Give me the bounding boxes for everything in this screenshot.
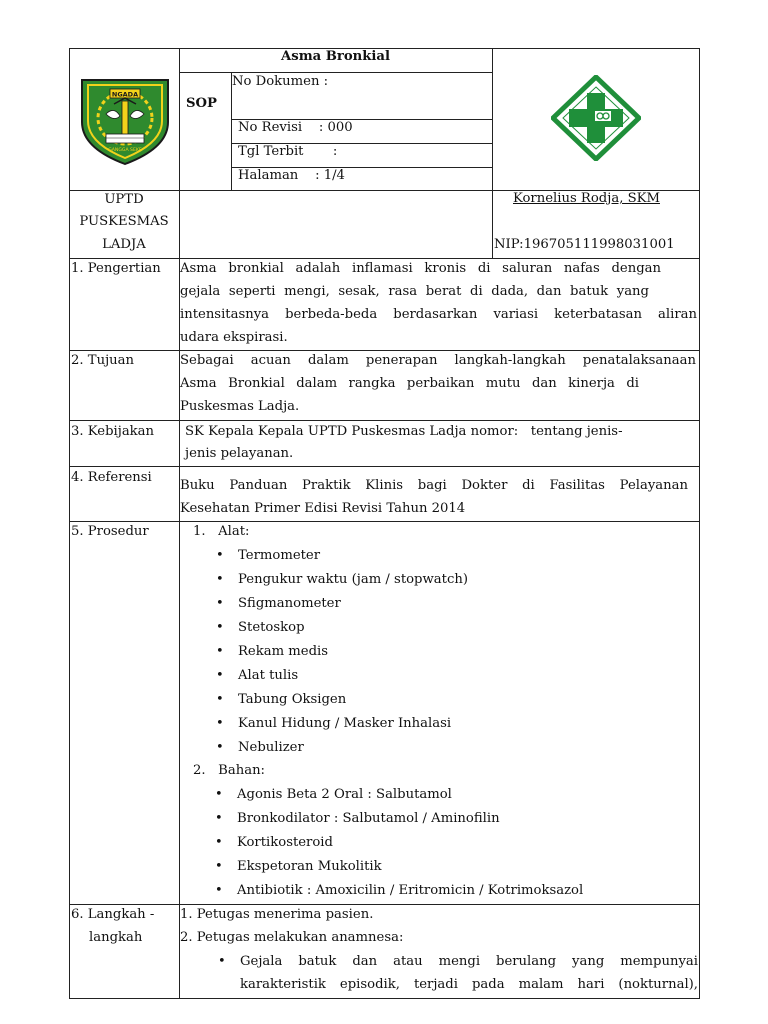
kebijakan-line: jenis pelayanan. [185, 446, 294, 461]
crest-banner-text: NGADA [111, 90, 139, 99]
signer-nip: NIP:196705111998031001 [494, 237, 675, 252]
bahan-item: • Bronkodilator : Salbutamol / Aminofilin [237, 807, 500, 831]
tujuan-line: Sebagai acuan dalam penerapan langkah-langkah penatalaksanaan [180, 353, 696, 368]
langkah-label-line2: langkah [89, 930, 143, 945]
bahan-item: • Ekspetoran Mukolitik [237, 855, 382, 879]
pengertian-line: Asma bronkial adalah inflamasi kronis di saluran nafas dengan [180, 261, 661, 276]
border-right [699, 48, 700, 999]
row-kebijakan-bottom-rule [69, 466, 700, 467]
alat-item: • Nebulizer [238, 736, 304, 760]
langkah-step: 2. Petugas melakukan anamnesa: [180, 930, 404, 945]
referensi-line: Kesehatan Primer Edisi Revisi Tahun 2014 [180, 501, 466, 516]
referensi-label: 4. Referensi [71, 470, 152, 485]
pengertian-label: 1. Pengertian [71, 261, 161, 276]
kebijakan-label: 3. Kebijakan [71, 424, 155, 439]
regency-crest-logo [76, 76, 174, 166]
unit-name-line3: LADJA [102, 237, 146, 252]
prosedur-label: 5. Prosedur [71, 524, 149, 539]
bahan-heading: 2. Bahan: [193, 763, 266, 778]
alat-item: • Kanul Hidung / Masker Inhalasi [238, 712, 451, 736]
bahan-item: • Kortikosteroid [237, 831, 333, 855]
halaman-field: Halaman : 1/4 [238, 168, 345, 183]
langkah-label-line1: 6. Langkah - [71, 907, 155, 922]
pengertian-line: udara ekspirasi. [180, 330, 288, 345]
alat-item: • Pengukur waktu (jam / stopwatch) [238, 568, 468, 592]
bahan-item: • Agonis Beta 2 Oral : Salbutamol [237, 783, 452, 807]
no-dokumen-field: No Dokumen : [232, 74, 329, 89]
langkah-bullet-line: karakteristik episodik, terjadi pada malam hari (nokturnal), [240, 977, 698, 992]
crest-ring-text: GANGGA SEKE [108, 148, 142, 153]
langkah-step: 1. Petugas menerima pasien. [180, 907, 374, 922]
unit-name-line1: UPTD [104, 192, 144, 207]
row-referensi-bottom-rule [69, 521, 700, 522]
pengertian-line: gejala seperti mengi, sesak, rasa berat di dada, dan batuk yang [180, 284, 649, 299]
alat-item: • Sfigmanometer [238, 592, 341, 616]
bahan-item: • Antibiotik : Amoxicilin / Eritromicin / Kotrimoksazol [237, 879, 583, 903]
signer-name: Kornelius Rodja, SKM [513, 191, 660, 206]
puskesmas-cross-logo [551, 75, 641, 161]
alat-item: • Stetoskop [238, 616, 305, 640]
tujuan-line: Puskesmas Ladja. [180, 399, 300, 414]
alat-item: • Tabung Oksigen [238, 688, 346, 712]
no-revisi-field: No Revisi : 000 [238, 120, 353, 135]
tujuan-line: Asma Bronkial dalam rangka perbaikan mutu dan kinerja di [180, 376, 639, 391]
langkah-bullet-line: • Gejala batuk dan atau mengi berulang yang mempunyai [240, 950, 698, 974]
signer-column-divider [492, 48, 493, 259]
sop-label: SOP [186, 96, 217, 111]
alat-item: • Rekam medis [238, 640, 328, 664]
label-column-divider [179, 48, 180, 999]
tujuan-label: 2. Tujuan [71, 353, 135, 368]
border-bottom [69, 998, 700, 999]
referensi-line: Buku Panduan Praktik Klinis bagi Dokter di Fasilitas Pelayanan [180, 478, 688, 493]
kebijakan-line: SK Kepala Kepala UPTD Puskesmas Ladja nomor: tentang jenis- [185, 424, 623, 439]
header-title-rule [179, 72, 492, 73]
alat-item: • Alat tulis [238, 664, 298, 688]
unit-name-line2: PUSKESMAS [79, 214, 169, 229]
document-title: Asma Bronkial [281, 49, 390, 64]
alat-heading: 1. Alat: [193, 524, 250, 539]
tgl-terbit-field: Tgl Terbit : [238, 144, 338, 159]
alat-item: • Termometer [238, 544, 320, 568]
row-prosedur-bottom-rule [69, 904, 700, 905]
pengertian-line: intensitasnya berbeda-beda berdasarkan variasi keterbatasan aliran [180, 307, 697, 322]
